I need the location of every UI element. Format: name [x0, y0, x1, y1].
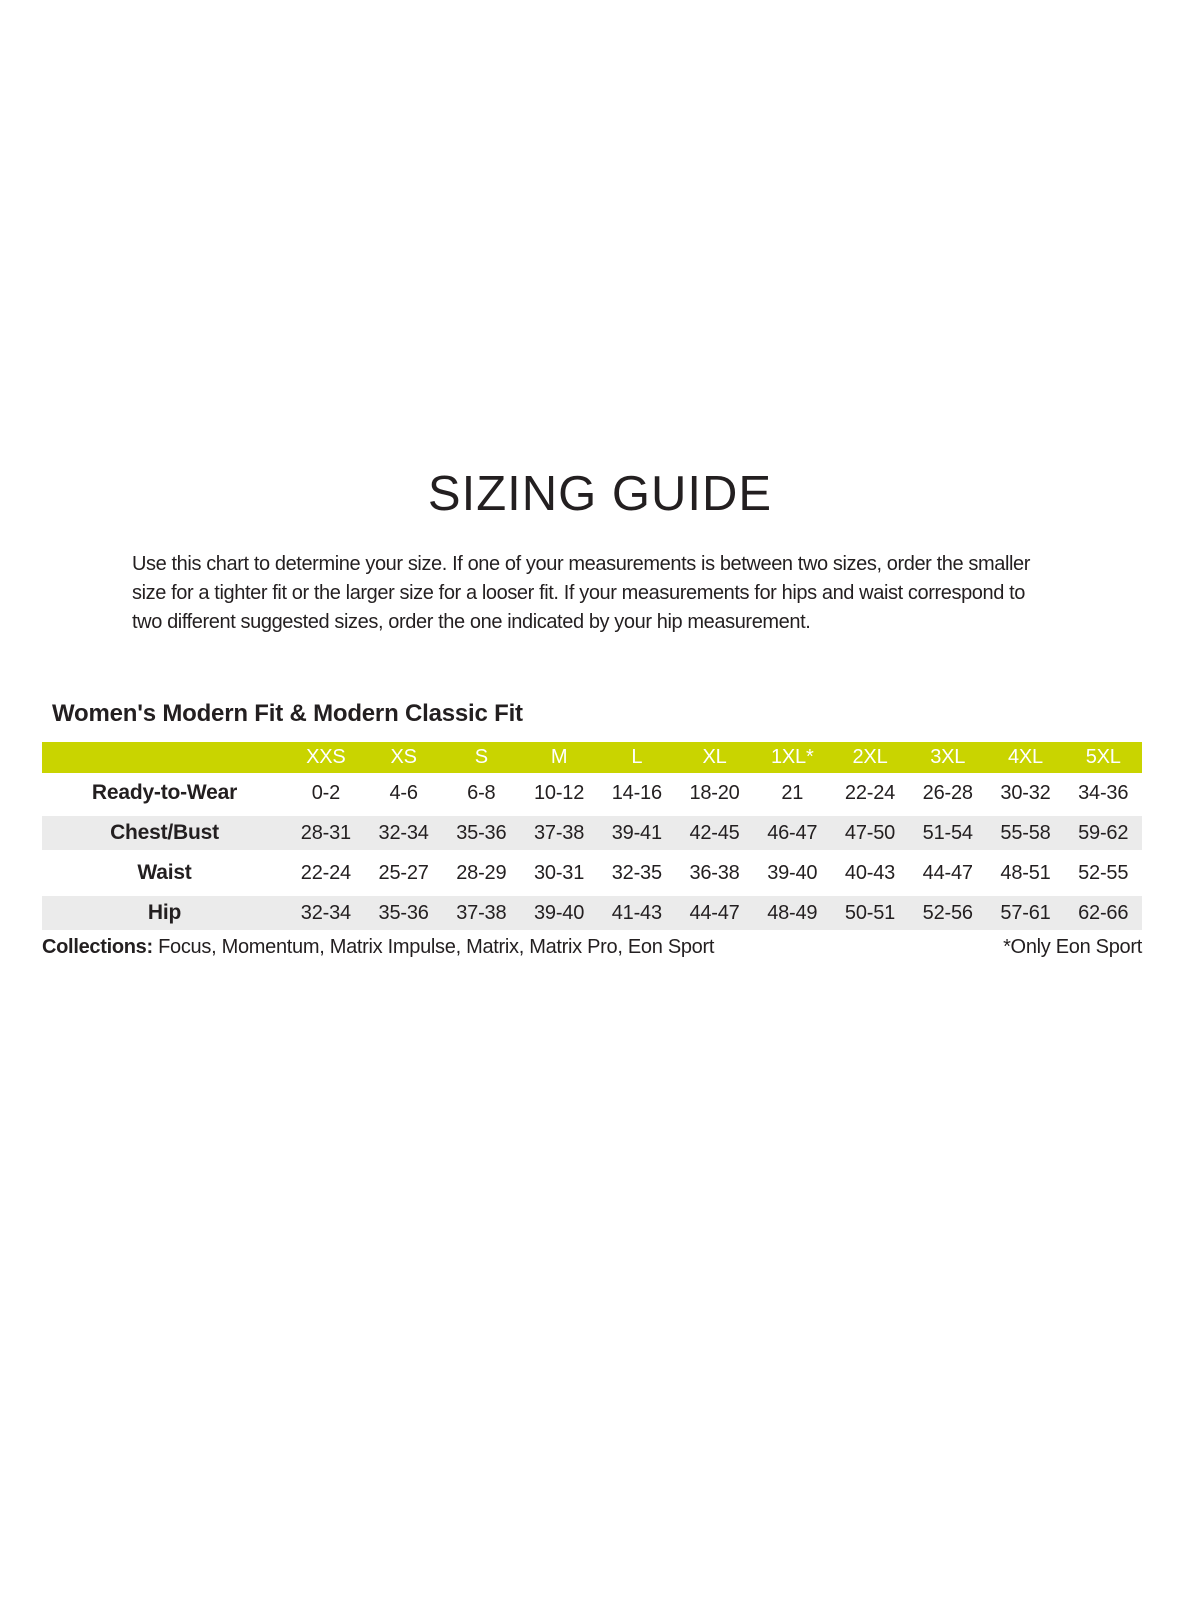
collections-line [42, 936, 714, 959]
size-cell: 28-29 [456, 861, 507, 884]
column-header-3xl: 3XL [930, 746, 966, 768]
size-cell: 36-38 [689, 861, 740, 884]
size-cell: 57-61 [1000, 901, 1051, 924]
table-footer [42, 936, 1142, 959]
size-cell: 42-45 [689, 821, 740, 844]
size-cell: 59-62 [1078, 821, 1129, 844]
intro-line: two different suggested sizes, order the one indicated by your hip measurement. [132, 611, 811, 633]
size-cell: 34-36 [1078, 781, 1129, 804]
table-row [42, 853, 1142, 893]
size-cell: 39-40 [767, 861, 818, 884]
size-cell: 39-40 [533, 901, 585, 924]
intro-line: size for a tighter fit or the larger size for a looser fit. If your measurements for hips and waist correspond to [132, 582, 1025, 604]
intro-line: Use this chart to determine your size. If one of your measurements is between two sizes, order the smaller [132, 553, 1031, 575]
size-cell: 47-50 [844, 821, 896, 844]
size-cell: 44-47 [689, 901, 740, 924]
table-row [42, 773, 1142, 813]
intro-paragraph [132, 550, 1092, 637]
size-table-body [42, 773, 1142, 933]
column-header-s: S [474, 746, 488, 768]
column-header-2xl: 2XL [852, 746, 888, 768]
size-cell: 21 [781, 781, 804, 804]
size-cell: 55-58 [1000, 821, 1051, 844]
size-cell: 48-51 [1000, 861, 1051, 884]
size-cell: 30-32 [1000, 781, 1051, 804]
size-cell: 32-34 [300, 901, 351, 924]
size-cell: 52-56 [922, 901, 973, 924]
size-cell: 14-16 [611, 781, 662, 804]
size-cell: 6-8 [467, 781, 496, 804]
size-cell: 0-2 [311, 781, 341, 804]
size-cell: 30-31 [533, 861, 585, 884]
size-cell: 26-28 [922, 781, 973, 804]
size-cell: 4-6 [389, 781, 418, 804]
size-cell: 35-36 [456, 821, 507, 844]
size-cell: 40-43 [844, 861, 896, 884]
size-table-header-row [42, 742, 1142, 773]
column-header-1xl: 1XL* [770, 746, 814, 768]
row-label: Waist [137, 861, 192, 884]
column-header-xs: XS [390, 746, 417, 768]
size-cell: 39-41 [611, 821, 662, 844]
column-header-4xl: 4XL [1007, 746, 1043, 768]
column-header-5xl: 5XL [1085, 746, 1121, 768]
collections-list: Focus, Momentum, Matrix Impulse, Matrix, Matrix Pro, Eon Sport [152, 936, 715, 958]
column-header-xxs: XXS [306, 746, 346, 768]
size-cell: 62-66 [1078, 901, 1129, 924]
row-label: Ready-to-Wear [91, 781, 238, 804]
column-header-m: M [550, 746, 568, 768]
size-cell: 50-51 [844, 901, 896, 924]
size-cell: 10-12 [533, 781, 585, 804]
section-heading: Women's Modern Fit & Modern Classic Fit [52, 700, 523, 727]
collections-label: Collections: [42, 936, 153, 958]
size-cell: 32-34 [378, 821, 429, 844]
table-row [42, 813, 1142, 853]
size-cell: 46-47 [767, 821, 818, 844]
column-header-xl: XL [702, 746, 727, 768]
row-label: Hip [147, 901, 182, 924]
size-cell: 22-24 [300, 861, 351, 884]
size-cell: 22-24 [844, 781, 896, 804]
row-label: Chest/Bust [110, 821, 219, 844]
size-cell: 35-36 [378, 901, 429, 924]
table-row [42, 893, 1142, 933]
size-cell: 48-49 [767, 901, 818, 924]
size-cell: 28-31 [300, 821, 351, 844]
page-title: SIZING GUIDE [427, 467, 773, 521]
size-cell: 18-20 [689, 781, 740, 804]
size-cell: 32-35 [611, 861, 662, 884]
size-cell: 52-55 [1078, 861, 1129, 884]
size-table [42, 742, 1142, 933]
column-header-l: L [631, 746, 643, 768]
footnote: *Only Eon Sport [1003, 936, 1142, 958]
size-cell: 37-38 [456, 901, 507, 924]
size-cell: 37-38 [533, 821, 585, 844]
size-cell: 25-27 [378, 861, 429, 884]
size-cell: 51-54 [922, 821, 973, 844]
size-cell: 41-43 [611, 901, 662, 924]
size-cell: 44-47 [922, 861, 973, 884]
